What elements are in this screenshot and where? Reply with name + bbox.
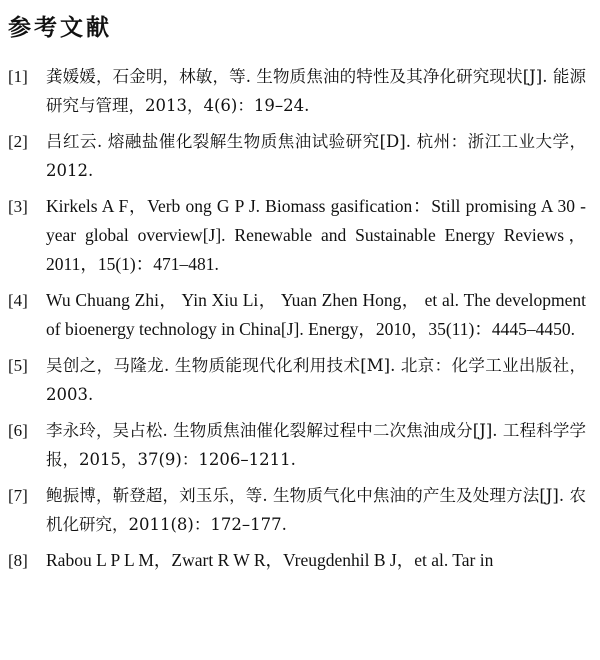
reference-text: 吴创之，马隆龙. 生物质能现代化利用技术[M]. 北京：化学工业出版社，2003.	[46, 356, 586, 404]
reference-number: [7]	[8, 486, 28, 505]
reference-number: [1]	[8, 67, 28, 86]
references-heading: 参考文献	[8, 15, 112, 41]
reference-item	[8, 286, 586, 344]
reference-item	[8, 127, 586, 185]
reference-text: Rabou L P L M，Zwart R W R，Vreugdenhil B J，et al. Tar in	[46, 550, 494, 570]
reference-item	[8, 546, 586, 575]
reference-number: [4]	[8, 291, 28, 310]
reference-item	[8, 416, 586, 474]
reference-item	[8, 62, 586, 120]
reference-number: [2]	[8, 132, 28, 151]
reference-item	[8, 192, 586, 279]
reference-text: Kirkels A F，Verb ong G P J. Biomass gasification：Still promising A 30 -year global overview[J]. Renewable and Sustainable Energy Reviews，2011，15(1)：471–481.	[46, 196, 586, 274]
reference-text: Wu Chuang Zhi， Yin Xiu Li， Yuan Zhen Hong， et al. The development of bioenergy technology in China[J]. Energy，2010，35(11)：4445–4450.	[46, 290, 586, 339]
reference-number: [3]	[8, 197, 28, 216]
reference-number: [6]	[8, 421, 28, 440]
reference-number: [5]	[8, 356, 28, 375]
reference-number: [8]	[8, 551, 28, 570]
reference-item	[8, 351, 586, 409]
reference-list	[8, 62, 586, 575]
reference-item	[8, 481, 586, 539]
reference-text: 龚媛媛，石金明，林敏，等. 生物质焦油的特性及其净化研究现状[J]. 能源研究与管理，2013，4(6)：19–24.	[46, 67, 586, 115]
reference-text: 李永玲，吴占松. 生物质焦油催化裂解过程中二次焦油成分[J]. 工程科学学报，2015，37(9)：1206–1211.	[46, 421, 586, 469]
reference-text: 吕红云. 熔融盐催化裂解生物质焦油试验研究[D]. 杭州：浙江工业大学，2012.	[46, 132, 586, 180]
reference-text: 鲍振博，靳登超，刘玉乐，等. 生物质气化中焦油的产生及处理方法[J]. 农机化研究，2011(8)：172–177.	[46, 486, 586, 534]
